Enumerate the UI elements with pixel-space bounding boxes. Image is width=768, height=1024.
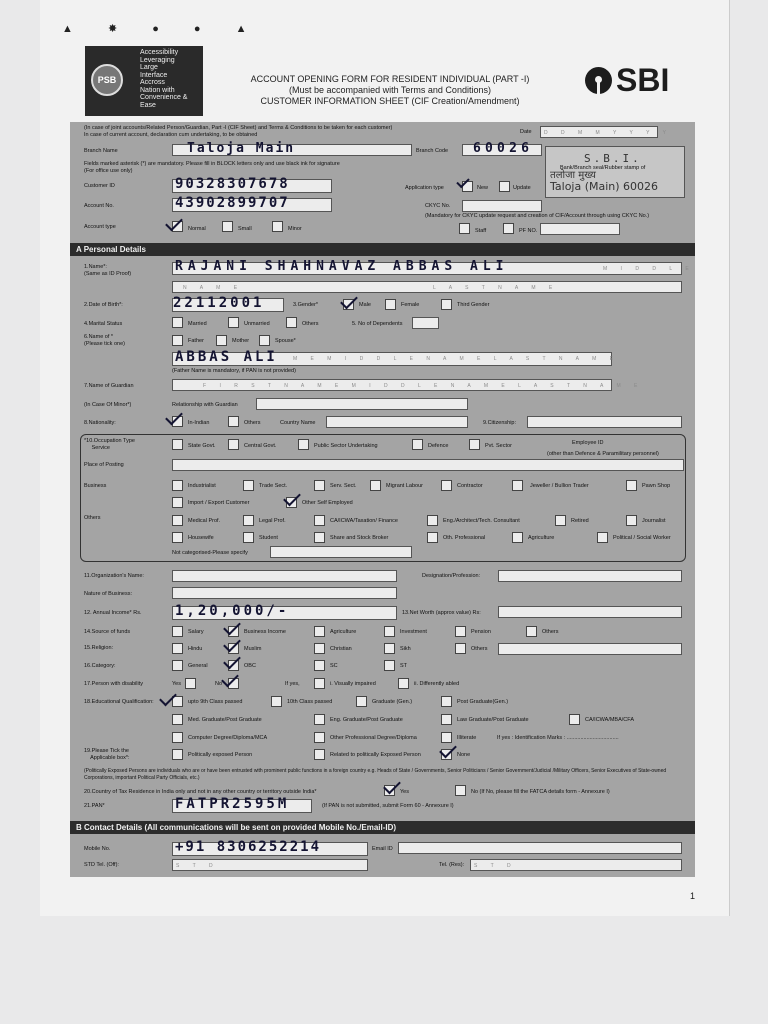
current-account-note: In case of current account, declaration cum undertaking, to be obtained [84, 132, 258, 138]
jeweller-label: Jeweller / Bullion Trader [530, 483, 589, 489]
account-no-field[interactable] [172, 195, 332, 212]
computer-checkbox[interactable] [172, 732, 183, 743]
name-label-sub: (Same as ID Proof) [84, 271, 132, 277]
student-checkbox[interactable] [243, 532, 254, 543]
journalist-checkbox[interactable] [626, 515, 637, 526]
employee-id-note: (other than Defence & Paramilitary personnel) [547, 451, 659, 457]
married-label: Married [188, 321, 207, 327]
agri-income-checkbox[interactable] [314, 626, 325, 637]
spouse-label: Spouse* [275, 338, 296, 344]
mobile-field[interactable] [172, 839, 368, 856]
date-field[interactable] [540, 126, 672, 138]
income-label: 12. Annual Income* Rs. [84, 610, 142, 616]
mobile-label: Mobile No. [84, 846, 111, 852]
serv-sect-checkbox[interactable] [314, 480, 325, 491]
religion-others-field[interactable] [498, 643, 682, 655]
housewife-checkbox[interactable] [172, 532, 183, 543]
email-field[interactable] [398, 842, 682, 854]
tax-yes-label: Yes [400, 789, 409, 795]
name-of-text: 6.Name of * [84, 334, 114, 340]
law-grad-label: Law Graduate/Post Graduate [457, 717, 529, 723]
pf-no-field[interactable] [540, 223, 620, 235]
tel-res-label: Tel. (Res): [439, 862, 465, 868]
differently-label: ii. Differently abled [414, 681, 460, 687]
form-title-line1: ACCOUNT OPENING FORM FOR RESIDENT INDIVIDUAL (PART -I) [250, 74, 530, 84]
category-label: 16.Category: [84, 663, 116, 669]
political-label: Political / Social Worker [613, 535, 671, 541]
migrant-checkbox[interactable] [370, 480, 381, 491]
business-income-label: Business Income [244, 629, 286, 635]
father-name-field[interactable] [172, 349, 619, 366]
citizenship-field[interactable] [527, 416, 682, 428]
name-label-text: 1.Name*: [84, 264, 107, 270]
father-label: Father [188, 338, 204, 344]
branch-name-value: Taloja Main [187, 141, 296, 156]
psu-checkbox[interactable] [298, 439, 309, 450]
tel-res-field[interactable] [470, 859, 682, 871]
eng-grad-checkbox[interactable] [314, 714, 325, 725]
pension-checkbox[interactable] [455, 626, 466, 637]
minor-label: Minor [288, 226, 302, 232]
female-label: Female [401, 302, 420, 308]
central-govt-label: Central Govt. [244, 443, 277, 449]
tax-no-label: No (If No, please fill the FATCA details form - Annexure I) [471, 789, 610, 795]
relationship-field[interactable] [256, 398, 468, 410]
father-name-note: (Father Name is mandatory, if PAN is not provided) [172, 368, 296, 374]
industrialist-checkbox[interactable] [172, 480, 183, 491]
dependents-field[interactable] [412, 317, 439, 329]
pawn-label: Pawn Shop [642, 483, 671, 489]
indian-label: In-Indian [188, 420, 210, 426]
visually-label: i. Visually impaired [330, 681, 376, 687]
guardian-label: 7.Name of Guardian [84, 383, 134, 389]
posting-label: Place of Posting [84, 462, 124, 468]
normal-label: Normal [188, 226, 206, 232]
agri-income-label: Agriculture [330, 629, 357, 635]
country-name-field[interactable] [326, 416, 468, 428]
mother-checkbox[interactable] [216, 335, 227, 346]
christian-label: Christian [330, 646, 352, 652]
general-checkbox[interactable] [172, 660, 183, 671]
branch-stamp-box [545, 146, 685, 198]
retired-checkbox[interactable] [555, 515, 566, 526]
sc-checkbox[interactable] [314, 660, 325, 671]
journalist-label: Journalist [642, 518, 666, 524]
dob-field[interactable] [172, 295, 284, 312]
ckyc-label: CKYC No. [425, 203, 451, 209]
medical-label: Medical Prof. [188, 518, 221, 524]
investment-checkbox[interactable] [384, 626, 395, 637]
sbi-logo-text: SBI [616, 62, 670, 98]
minor-checkbox[interactable] [272, 221, 283, 232]
other-prof-label: Other Professional Degree/Diploma [330, 735, 417, 741]
customer-id-label: Customer ID [84, 183, 115, 189]
std-label: STD Tel. (Off): [84, 862, 119, 868]
branch-code-field[interactable] [462, 141, 542, 156]
mobile-value: +91 8306252214 [175, 839, 322, 855]
tel-res-placeholder: S T D [474, 863, 517, 869]
disability-yes-label: Yes [172, 681, 181, 687]
office-use-note: (For office use only) [84, 168, 133, 174]
sbi-logo [585, 62, 669, 99]
pf-label: PF NO. [519, 228, 538, 234]
post-grad-label: Post Graduate(Gen.) [457, 699, 509, 705]
form-title-line3: CUSTOMER INFORMATION SHEET (CIF Creation/Amendment) [260, 96, 520, 106]
marital-others-checkbox[interactable] [286, 317, 297, 328]
pep-label [84, 748, 164, 762]
minor-case-label: (In Case Of Minor*) [84, 402, 132, 408]
disability-no-label: No [215, 681, 223, 687]
ca-label: CA/ICWA/Taxation/ Finance [330, 518, 398, 524]
pvt-sector-checkbox[interactable] [469, 439, 480, 450]
guardian-name-field[interactable] [172, 379, 644, 391]
unmarried-checkbox[interactable] [228, 317, 239, 328]
unmarried-label: Unmarried [244, 321, 270, 327]
contractor-label: Contractor [457, 483, 483, 489]
psb-tagline: Accessibility Leveraging Large Interface Accross Nation with Convenience & Ease [140, 49, 188, 109]
pep-label-sub: Applicable box*: [90, 755, 130, 761]
defence-checkbox[interactable] [412, 439, 423, 450]
religion-others-checkbox[interactable] [455, 643, 466, 654]
application-type-label: Application type [405, 185, 444, 191]
stamp-line1: S.B.I. [584, 152, 642, 165]
pep-note: (Politically Exposed Persons are individuals who are or have been entrusted with prominent public functions in a foreign country e.g. Heads of State / Governments, Senior Politicians / Senior Government/Judicial /Military Officers, Senior Executives of State-owned Corporations, important Political Party Officials, etc.) [84, 768, 667, 781]
pvt-sector-label: Pvt. Sector [485, 443, 512, 449]
branch-name-label: Branch Name [84, 148, 118, 154]
computer-label: Computer Degree/Diploma/MCA [188, 735, 268, 741]
post-grad-checkbox[interactable] [441, 696, 452, 707]
psb-banner [85, 46, 203, 116]
sikh-label: Sikh [400, 646, 411, 652]
designation-label: Designation/Profession: [422, 573, 481, 579]
section-b-header: B Contact Details (All communications will be sent on provided Mobile No./Email-ID) [70, 821, 695, 834]
nationality-label: 8.Nationality: [84, 420, 116, 426]
defence-label: Defence [428, 443, 449, 449]
trade-sect-label: Trade Sect. [259, 483, 288, 489]
central-govt-checkbox[interactable] [228, 439, 239, 450]
business-label: Business [84, 483, 107, 489]
email-label: Email ID [372, 846, 393, 852]
hindu-label: Hindu [188, 646, 203, 652]
agriculture-occ-label: Agriculture [528, 535, 555, 541]
trade-sect-checkbox[interactable] [243, 480, 254, 491]
small-checkbox[interactable] [222, 221, 233, 232]
christian-checkbox[interactable] [314, 643, 325, 654]
pep-option-label: Politically exposed Person [188, 752, 253, 758]
salary-label: Salary [188, 629, 204, 635]
name-label [84, 264, 164, 278]
muslim-label: Muslim [244, 646, 262, 652]
pan-note: (If PAN is not submitted, submit Form 60 - Annexure I) [322, 803, 454, 809]
graduate-checkbox[interactable] [356, 696, 367, 707]
related-pep-checkbox[interactable] [314, 749, 325, 760]
tax-residence-label: 20.Country of Tax Residence in India only and not in any other country or territory outside India* [84, 789, 317, 795]
spouse-checkbox[interactable] [259, 335, 270, 346]
dependents-label: 5. No of Dependents [352, 321, 403, 327]
psu-label: Public Sector Undertaking [314, 443, 378, 449]
related-pep-label: Related to politically Exposed Person [330, 752, 421, 758]
housewife-label: Housewife [188, 535, 214, 541]
female-checkbox[interactable] [385, 299, 396, 310]
eng-grad-label: Eng. Graduate/Post Graduate [330, 717, 403, 723]
state-govt-label: State Govt. [188, 443, 216, 449]
disability-yes-checkbox[interactable] [185, 678, 196, 689]
networth-field[interactable] [498, 606, 682, 618]
nationality-others-label: Others [244, 420, 261, 426]
stamp-line3: Taloja (Main) 60026 [550, 180, 659, 193]
pawn-checkbox[interactable] [626, 480, 637, 491]
source-label: 14.Source of funds [84, 629, 131, 635]
share-broker-label: Share and Stock Broker [330, 535, 389, 541]
ca-mba-checkbox[interactable] [569, 714, 580, 725]
small-label: Small [238, 226, 252, 232]
general-label: General [188, 663, 208, 669]
citizenship-label: 9.Citizenship: [483, 420, 517, 426]
disability-label: 17.Person with disability [84, 681, 144, 687]
other-prof-checkbox[interactable] [314, 732, 325, 743]
identification-marks-label: If yes : Identification Marks : .................................. [497, 735, 619, 741]
date-label: Date [520, 129, 532, 135]
jeweller-checkbox[interactable] [512, 480, 523, 491]
new-label: New [477, 185, 489, 191]
st-checkbox[interactable] [384, 660, 395, 671]
import-export-checkbox[interactable] [172, 497, 183, 508]
gender-label: 3.Gender* [293, 302, 319, 308]
ckyc-field[interactable] [462, 200, 542, 212]
registration-marks: ▲ ✸ ● ● ▲ [62, 23, 263, 35]
customer-id-value: 90328307678 [175, 176, 290, 192]
branch-code-label: Branch Code [416, 148, 449, 154]
graduate-label: Graduate (Gen.) [372, 699, 413, 705]
nature-field[interactable] [172, 587, 397, 599]
first-name-value: RAJANI SHAHNAVAZ ABBAS ALI [175, 259, 509, 274]
tax-no-checkbox[interactable] [455, 785, 466, 796]
last-name-placeholder: L A S T N A M E [433, 285, 559, 291]
father-name-placeholder: M E M I D D L E N A M E L A S T N A M E [293, 356, 619, 362]
section-a-header: A Personal Details [70, 243, 695, 256]
migrant-label: Migrant Labour [386, 483, 423, 489]
update-label: Update [513, 185, 531, 191]
state-govt-checkbox[interactable] [172, 439, 183, 450]
obc-label: OBC [244, 663, 256, 669]
agriculture-occ-checkbox[interactable] [512, 532, 523, 543]
relationship-label: Relationship with Guardian [172, 402, 238, 408]
legal-checkbox[interactable] [243, 515, 254, 526]
engineer-label: Eng./Architect/Tech. Consultant [443, 518, 520, 524]
edu-label: 18.Educational Qualification: [84, 699, 154, 705]
name-of-label [84, 334, 164, 348]
third-gender-checkbox[interactable] [441, 299, 452, 310]
sbi-keyhole-icon [585, 67, 612, 94]
name-placeholder: N A M E [183, 285, 244, 291]
stamp-label: Bank/Branch seal/Rubber stamp of [560, 165, 646, 171]
date-placeholder: D D M M Y Y Y Y [544, 130, 672, 136]
none-label: None [457, 752, 471, 758]
mandatory-note: Fields marked asterisk (*) are mandatory. Please fill in BLOCK letters only and use black ink for signature [84, 161, 340, 167]
tenth-checkbox[interactable] [271, 696, 282, 707]
name-of-sub: (Please tick one) [84, 341, 125, 347]
med-grad-label: Med. Graduate/Post Graduate [188, 717, 262, 723]
tenth-label: 10th Class passed [287, 699, 333, 705]
import-export-label: Import / Export Customer [188, 500, 250, 506]
branch-name-field[interactable] [172, 141, 412, 156]
branch-code-value: 60026 [473, 141, 534, 156]
pan-value: FATPR2595M [175, 796, 290, 812]
sc-label: SC [330, 663, 338, 669]
org-field[interactable] [172, 570, 397, 582]
mother-label: Mother [232, 338, 250, 344]
account-no-value: 43902899707 [175, 195, 290, 211]
differently-checkbox[interactable] [398, 678, 409, 689]
form-title-line2: (Must be accompanied with Terms and Conditions) [289, 85, 491, 95]
occupation-label-text: *10.Occupation Type [84, 438, 135, 444]
service-label: Service [91, 445, 110, 451]
st-label: ST [400, 663, 408, 669]
illiterate-label: Illiterate [457, 735, 477, 741]
staff-label: Staff [475, 228, 487, 234]
retired-label: Retired [571, 518, 589, 524]
pan-label: 21.PAN* [84, 803, 105, 809]
posting-field[interactable] [172, 459, 684, 471]
married-checkbox[interactable] [172, 317, 183, 328]
first-name-field[interactable] [172, 259, 695, 275]
pep-checkbox[interactable] [172, 749, 183, 760]
industrialist-label: Industrialist [188, 483, 216, 489]
pension-label: Pension [471, 629, 491, 635]
share-broker-checkbox[interactable] [314, 532, 325, 543]
page-number: 1 [690, 891, 696, 901]
dob-value: 22112001 [173, 295, 265, 311]
designation-field[interactable] [498, 570, 682, 582]
psb-logo-icon: PSB [91, 64, 123, 96]
source-others-checkbox[interactable] [526, 626, 537, 637]
guardian-placeholder: F I R S T N A M E M I D D L E N A M E L A S T N A M E [203, 383, 644, 389]
source-others-label: Others [542, 629, 559, 635]
pep-label-text: 19.Please Tick the [84, 748, 129, 754]
not-categorised-label: Not categorised-Please specify [172, 550, 248, 556]
legal-label: Legal Prof. [259, 518, 286, 524]
nationality-others-checkbox[interactable] [228, 416, 239, 427]
middle-placeholder: M I D D L E [603, 266, 695, 272]
staff-checkbox[interactable] [459, 223, 470, 234]
investment-label: Investment [400, 629, 427, 635]
hindu-checkbox[interactable] [172, 643, 183, 654]
student-label: Student [259, 535, 278, 541]
std-field[interactable] [172, 859, 368, 871]
marital-label: 4.Marital Status [84, 321, 123, 327]
ckyc-note: (Mandatory for CKYC update request and creation of CIF/Account through using CKYC No.) [425, 213, 650, 219]
political-checkbox[interactable] [597, 532, 608, 543]
ca-mba-label: CA/ICWA/MBA/CFA [585, 717, 634, 723]
visually-checkbox[interactable] [314, 678, 325, 689]
upto9-label: upto 9th Class passed [188, 699, 243, 705]
account-no-label: Account No. [84, 203, 114, 209]
country-name-label: Country Name [280, 420, 316, 426]
religion-label: 15.Religion: [84, 645, 114, 651]
others-group-label: Others [84, 515, 101, 521]
income-field[interactable] [172, 603, 397, 620]
engineer-checkbox[interactable] [427, 515, 438, 526]
religion-others-label: Others [471, 646, 488, 652]
medical-checkbox[interactable] [172, 515, 183, 526]
dob-label: 2.Date of Birth*: [84, 302, 123, 308]
if-yes-label: If yes, [285, 681, 300, 687]
org-label: 11.Organization's Name: [84, 573, 144, 579]
oth-prof-checkbox[interactable] [427, 532, 438, 543]
father-checkbox[interactable] [172, 335, 183, 346]
male-label: Male [359, 302, 371, 308]
update-checkbox[interactable] [499, 181, 510, 192]
not-categorised-field[interactable] [270, 546, 412, 558]
joint-account-note: (In case of joint accounts/Related Person/Guardian, Part -I (CIF Sheet) and Terms & Conditions to be taken for each customer) [84, 125, 393, 131]
marital-others-label: Others [302, 321, 319, 327]
med-grad-checkbox[interactable] [172, 714, 183, 725]
stamp-line2: तलोजा मुख्य [550, 170, 596, 181]
self-employed-label: Other Self Employed [302, 500, 353, 506]
income-value: 1,20,000/- [175, 603, 290, 619]
sikh-checkbox[interactable] [384, 643, 395, 654]
salary-checkbox[interactable] [172, 626, 183, 637]
std-placeholder: S T D [176, 863, 219, 869]
name-row2-field[interactable] [172, 281, 682, 293]
customer-id-field[interactable] [172, 176, 332, 193]
employee-id-label: Employee ID [572, 440, 604, 446]
nature-label: Nature of Business: [84, 591, 132, 597]
form-title [220, 74, 560, 107]
serv-sect-label: Serv. Sect. [330, 483, 357, 489]
third-gender-label: Third Gender [457, 302, 490, 308]
pan-field[interactable] [172, 796, 312, 813]
pf-checkbox[interactable] [503, 223, 514, 234]
father-name-value: ABBAS ALI [175, 349, 278, 365]
ca-checkbox[interactable] [314, 515, 325, 526]
law-grad-checkbox[interactable] [441, 714, 452, 725]
contractor-checkbox[interactable] [441, 480, 452, 491]
networth-label: 13.Net Worth (approx value) Rs: [402, 610, 481, 616]
occupation-label [84, 438, 164, 452]
account-type-label: Account type [84, 224, 116, 230]
oth-prof-label: Oth. Professional [443, 535, 486, 541]
